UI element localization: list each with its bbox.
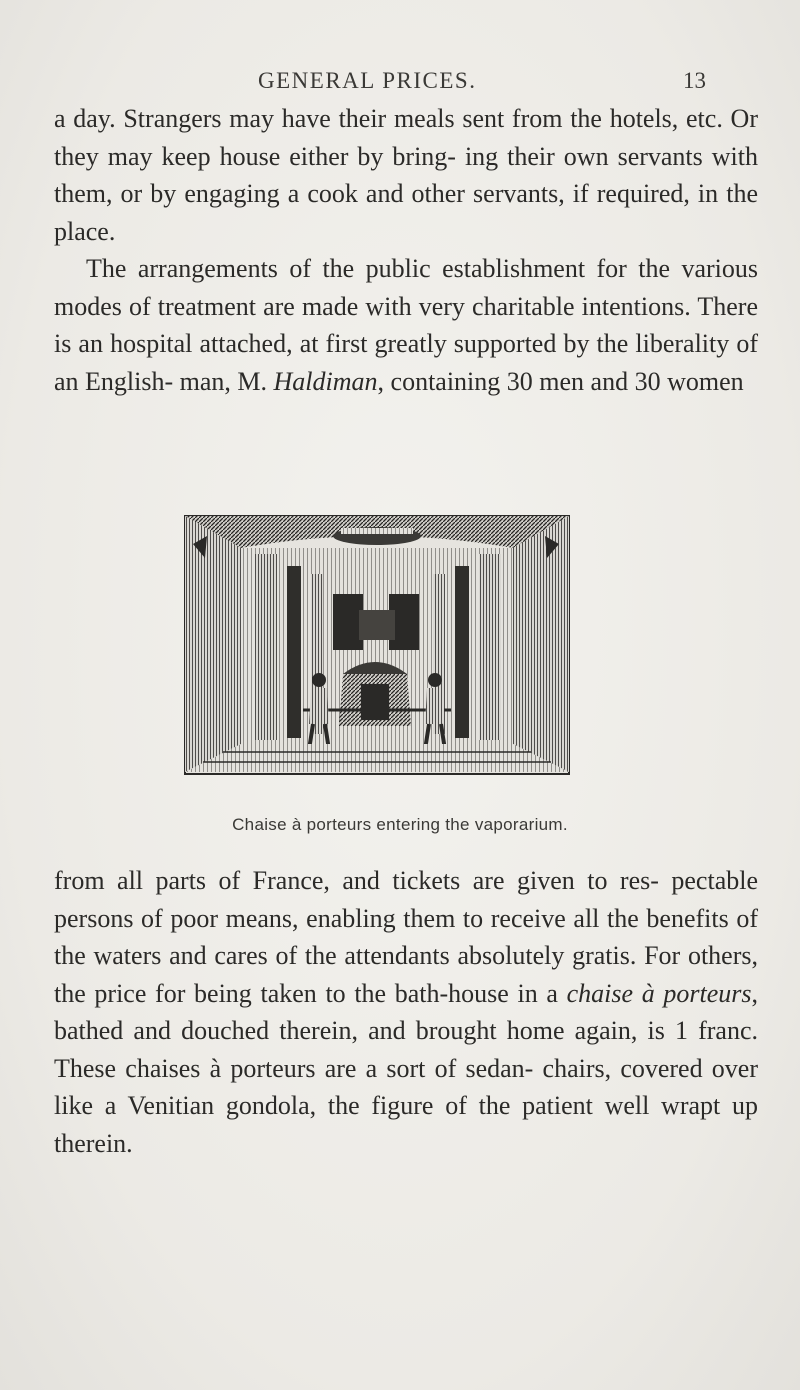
page-number: 13 [683, 68, 706, 93]
body-text-bottom [54, 862, 758, 1162]
vaporarium-engraving [183, 514, 571, 776]
engraving-illustration [183, 514, 571, 776]
paragraph-2-end: , containing 30 men and 30 women [377, 366, 744, 396]
italic-term: chaise à porteurs [566, 978, 752, 1008]
paragraph-3-start: from all parts of France, and tickets are given to res- pectable persons of poor means, enabling them to receive all the benefits of the waters and cares of the attendants absolutely gratis. For others, the price for being taken to the bath-house in a [54, 866, 758, 1008]
body-text-top [54, 100, 758, 400]
paragraph-3 [54, 862, 758, 1162]
running-head: GENERAL PRICES. [258, 68, 477, 93]
figure-caption: Chaise à porteurs entering the vaporarium. [232, 815, 568, 834]
paragraph-3-end: , bathed and douched therein, and brought home again, is 1 franc. These chaises à porteurs are a sort of sedan- chairs, covered over like a Venitian gondola, the figure of the patient well wrapt up therein. [54, 978, 758, 1158]
paragraph-2-start: The arrangements of the public establishment for the various modes of treatment are made with very charitable intentions. There is an hospital attached, at first greatly supported by the liberality of an English- man, M. [54, 254, 758, 396]
person-name: Haldiman [273, 366, 378, 396]
paragraph-1: a day. Strangers may have their meals sent from the hotels, etc. Or they may keep house either by bring- ing their own servants with them, or by engaging a cook and other servants, if required, in the place. [54, 104, 758, 246]
paragraph-2 [54, 250, 758, 400]
